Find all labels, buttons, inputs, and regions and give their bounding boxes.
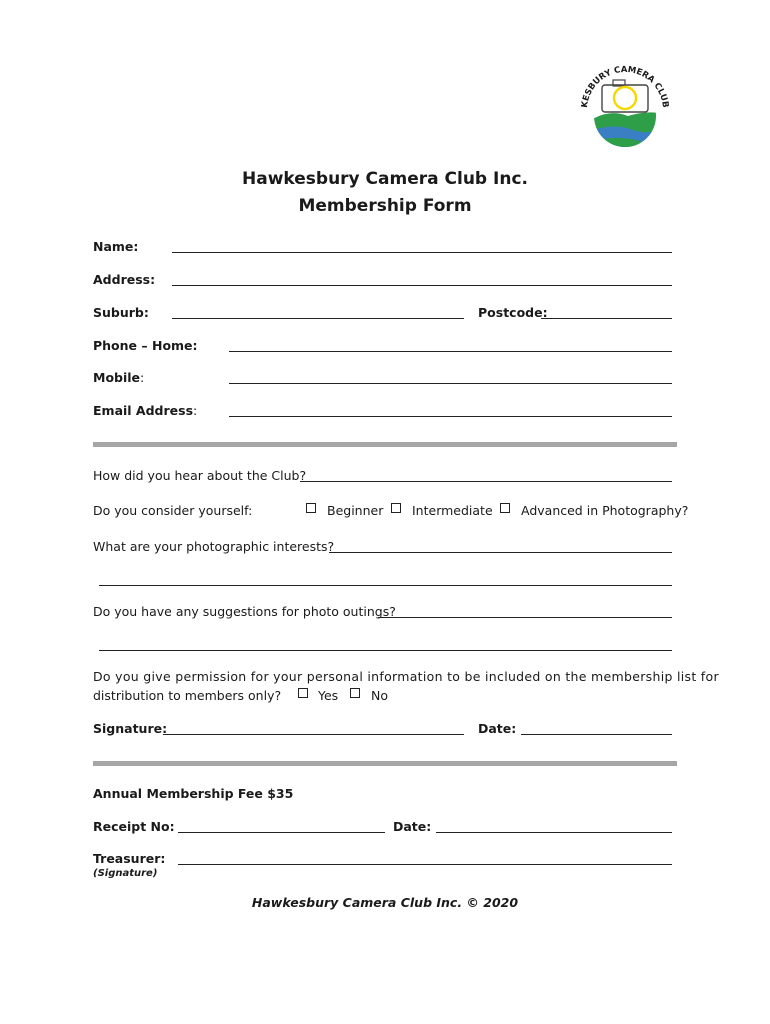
camera-icon [602, 80, 648, 112]
club-logo-graphic [573, 52, 677, 150]
name-field[interactable] [172, 252, 672, 253]
intermediate-label: Intermediate [412, 503, 493, 518]
postcode-field[interactable] [541, 318, 672, 319]
phone-home-label: Phone – Home: [93, 338, 198, 353]
logo-text: KESBURY CAMERA CLUB [579, 64, 671, 109]
signature-label: Signature: [93, 721, 168, 736]
svg-text:HAWKESBURY CAMERA CLUB INC. [573, 52, 670, 111]
email-field[interactable] [229, 416, 672, 417]
phone-home-field[interactable] [229, 351, 672, 352]
receipt-date-label: Date: [393, 819, 432, 834]
permission-yes-checkbox[interactable] [298, 688, 308, 698]
mobile-label [93, 370, 144, 385]
interests-field[interactable] [329, 552, 672, 553]
permission-yes-label: Yes [318, 688, 339, 703]
advanced-label: Advanced in Photography? [521, 503, 689, 518]
receipt-field[interactable] [178, 832, 385, 833]
mobile-label-text: Mobile [93, 370, 141, 385]
form-title: Hawkesbury Camera Club Inc. [242, 169, 528, 189]
suburb-field[interactable] [172, 318, 464, 319]
permission-text-line1: Do you give permission for your personal information to be included on the membership list for [93, 669, 719, 684]
membership-fee-label: Annual Membership Fee $35 [93, 786, 294, 801]
treasurer-field[interactable] [178, 864, 672, 865]
mobile-label-colon: : [140, 370, 145, 385]
interests-label: What are your photographic interests? [93, 539, 335, 554]
treasurer-label: Treasurer: [93, 851, 166, 866]
treasurer-signature-note: (Signature) [93, 868, 158, 879]
address-field[interactable] [172, 285, 672, 286]
consider-label: Do you consider yourself: [93, 503, 253, 518]
mobile-field[interactable] [229, 383, 672, 384]
email-label-text: Email Address [93, 403, 194, 418]
postcode-label: Postcode: [478, 305, 548, 320]
email-label-colon: : [193, 403, 198, 418]
permission-no-label: No [371, 688, 388, 703]
address-label: Address: [93, 272, 156, 287]
footer-copyright: Hawkesbury Camera Club Inc. © 2020 [251, 895, 519, 910]
outings-field[interactable] [378, 617, 672, 618]
receipt-label: Receipt No: [93, 819, 175, 834]
advanced-checkbox[interactable] [500, 503, 510, 513]
interests-field-continued[interactable] [99, 585, 672, 586]
receipt-date-field[interactable] [436, 832, 672, 833]
outings-label: Do you have any suggestions for photo outings? [93, 604, 396, 619]
name-label: Name: [93, 239, 139, 254]
hear-about-label: How did you hear about the Club? [93, 468, 307, 483]
permission-no-checkbox[interactable] [350, 688, 360, 698]
permission-text-line2: distribution to members only? [93, 688, 282, 703]
club-logo [573, 52, 677, 150]
beginner-label: Beginner [327, 503, 384, 518]
outings-field-continued[interactable] [99, 650, 672, 651]
hear-about-field[interactable] [300, 481, 672, 482]
beginner-checkbox[interactable] [306, 503, 316, 513]
signature-date-field[interactable] [521, 734, 672, 735]
email-label [93, 403, 197, 418]
form-subtitle: Membership Form [298, 196, 472, 216]
intermediate-checkbox[interactable] [391, 503, 401, 513]
suburb-label: Suburb: [93, 305, 149, 320]
signature-date-label: Date: [478, 721, 517, 736]
signature-field[interactable] [163, 734, 464, 735]
section-divider [93, 442, 677, 447]
office-divider [93, 761, 677, 766]
